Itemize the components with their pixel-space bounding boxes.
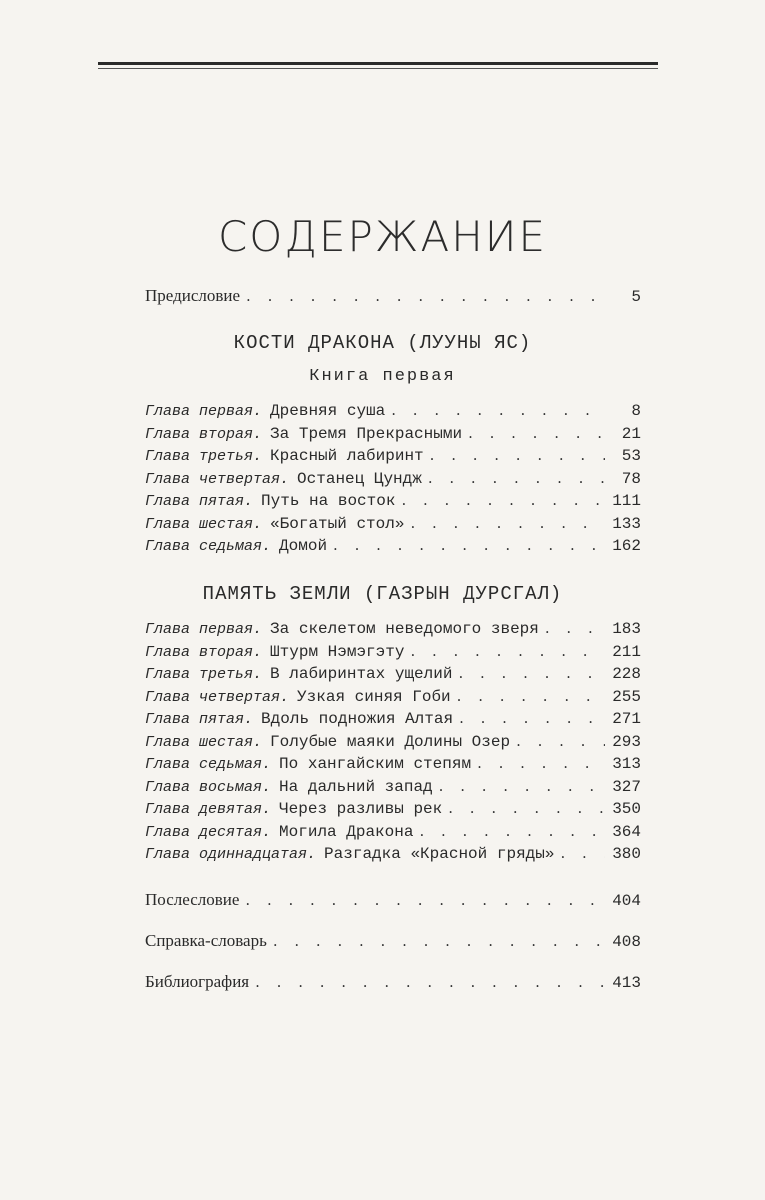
page-number: 5 (631, 288, 641, 306)
chapter-label: Глава четвертая. (145, 688, 290, 706)
chapter-title: Путь на восток (261, 492, 396, 510)
chapter-title: Домой (279, 537, 328, 555)
dot-leader (516, 729, 605, 753)
chapter-label: Глава седьмая. (145, 756, 272, 773)
dot-leader (273, 929, 605, 953)
chapter-title: Красный лабиринт (270, 447, 424, 465)
page-number: 413 (612, 974, 641, 992)
page-number: 133 (612, 514, 641, 533)
toc-chapter-entry (145, 616, 641, 640)
entry-title: Послесловие (145, 890, 240, 909)
chapter-title: Разгадка «Красной гряды» (324, 845, 555, 863)
chapter-label: Глава пятая. (145, 493, 254, 510)
dot-leader (448, 796, 605, 820)
page-number: 293 (612, 732, 641, 751)
page-number: 21 (621, 424, 641, 443)
toc-chapter-entry (145, 443, 641, 467)
chapter-label: Глава пятая. (145, 711, 254, 728)
chapter-title: Через разливы рек (279, 800, 443, 818)
chapter-label: Глава третья. (145, 666, 263, 683)
dot-leader (391, 398, 605, 422)
dot-leader (410, 639, 605, 663)
chapter-title: За скелетом неведомого зверя (270, 620, 539, 638)
page-number: 211 (612, 642, 641, 661)
dot-leader (477, 751, 605, 775)
page-number: 350 (612, 800, 641, 818)
chapter-title: Узкая синяя Гоби (297, 687, 451, 706)
chapter-label: Глава первая. (145, 621, 263, 638)
page-number: 162 (612, 537, 641, 555)
toc-chapter-entry (145, 706, 641, 730)
dot-leader (246, 284, 605, 308)
toc-chapter-entry (145, 511, 641, 535)
toc-chapter-entry (145, 398, 641, 422)
toc-entry-afterword (145, 888, 641, 912)
page-number: 111 (612, 492, 641, 510)
chapter-title: «Богатый стол» (270, 514, 405, 533)
toc-chapter-entry (145, 841, 641, 865)
contents-title: СОДЕРЖАНИЕ (217, 212, 548, 261)
page-number: 78 (621, 469, 641, 488)
toc-chapter-entry (145, 533, 641, 557)
chapter-title: Голубые маяки Долины Озер (270, 732, 511, 751)
chapter-label: Глава десятая. (145, 823, 272, 841)
toc-entry-bibliography (145, 970, 641, 994)
dot-leader (333, 533, 605, 557)
dot-leader (419, 819, 605, 843)
chapter-label: Глава шестая. (145, 733, 263, 751)
page-number: 228 (612, 665, 641, 683)
toc-chapter-entry (145, 421, 641, 445)
dot-leader (459, 706, 605, 730)
entry-title: Предисловие (145, 286, 241, 305)
page-number: 408 (612, 933, 641, 951)
toc-chapter-entry (145, 466, 641, 490)
chapter-title: В лабиринтах ущелий (270, 665, 453, 683)
page-number: 327 (612, 777, 641, 796)
part1-book-heading: Книга первая (309, 367, 456, 386)
chapter-title: По хангайским степям (279, 755, 472, 773)
chapter-title: На дальний запад (279, 777, 433, 796)
top-rule-thin (98, 68, 658, 69)
top-rule-thick (98, 62, 658, 65)
toc-chapter-entry (145, 729, 641, 753)
chapter-title: За Тремя Прекрасными (270, 424, 463, 443)
toc-chapter-entry (145, 684, 641, 708)
dot-leader (439, 774, 605, 798)
page-number: 8 (631, 402, 641, 420)
chapter-label: Глава девятая. (145, 801, 272, 818)
chapter-title: Вдоль подножия Алтая (261, 710, 454, 728)
page-number: 53 (621, 447, 641, 465)
chapter-title: Штурм Нэмэгэту (270, 642, 405, 661)
dot-leader (428, 466, 605, 490)
toc-entry-glossary (145, 929, 641, 953)
dot-leader (458, 661, 605, 685)
chapter-label: Глава четвертая. (145, 470, 290, 488)
page-number: 255 (612, 687, 641, 706)
dot-leader (457, 684, 605, 708)
chapter-label: Глава шестая. (145, 515, 263, 533)
dot-leader (245, 888, 605, 912)
page-number: 313 (612, 755, 641, 773)
chapter-label: Глава седьмая. (145, 538, 272, 555)
toc-chapter-entry (145, 639, 641, 663)
dot-leader (255, 970, 605, 994)
page-number: 380 (612, 845, 641, 863)
part1-heading: КОСТИ ДРАКОНА (ЛУУНЫ ЯС) (233, 332, 532, 354)
page-number: 183 (612, 620, 641, 638)
dot-leader (401, 488, 605, 512)
toc-entry-preface (145, 284, 641, 308)
toc-chapter-entry (145, 774, 641, 798)
dot-leader (545, 616, 605, 640)
page-number: 364 (612, 822, 641, 841)
chapter-label: Глава вторая. (145, 643, 263, 661)
chapter-label: Глава вторая. (145, 425, 263, 443)
toc-chapter-entry (145, 751, 641, 775)
toc-chapter-entry (145, 661, 641, 685)
page-number: 404 (612, 892, 641, 910)
entry-title: Библиография (145, 972, 250, 991)
page-number: 271 (612, 710, 641, 728)
toc-chapter-entry (145, 796, 641, 820)
chapter-title: Древняя суша (270, 402, 386, 420)
chapter-label: Глава восьмая. (145, 778, 272, 796)
dot-leader (468, 421, 605, 445)
dot-leader (560, 841, 605, 865)
toc-chapter-entry (145, 819, 641, 843)
chapter-label: Глава первая. (145, 403, 263, 420)
part2-heading: ПАМЯТЬ ЗЕМЛИ (ГАЗРЫН ДУРСГАЛ) (202, 583, 563, 605)
toc-chapter-entry (145, 488, 641, 512)
chapter-label: Глава третья. (145, 448, 263, 465)
chapter-title: Останец Цундж (297, 469, 422, 488)
dot-leader (430, 443, 605, 467)
entry-title: Справка-словарь (145, 931, 267, 950)
chapter-title: Могила Дракона (279, 822, 414, 841)
chapter-label: Глава одиннадцатая. (145, 846, 317, 863)
dot-leader (410, 511, 605, 535)
